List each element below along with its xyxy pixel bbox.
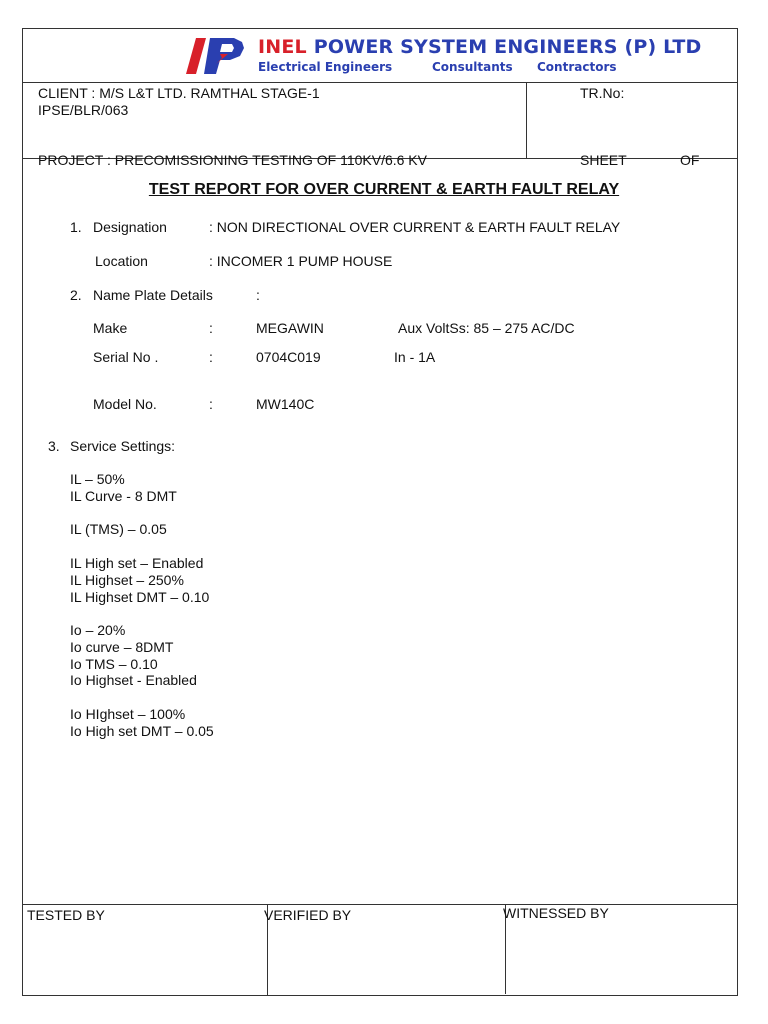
report-frame [22,28,738,996]
setting-line: Io High set DMT – 0.05 [70,723,214,739]
setting-line: Io HIghset – 100% [70,706,186,722]
report-title: TEST REPORT FOR OVER CURRENT & EARTH FAULT RELAY [148,181,620,198]
designation-value: : NON DIRECTIONAL OVER CURRENT & EARTH FAULT RELAY [209,219,621,235]
setting-line: Io Highset - Enabled [70,672,197,688]
aux-voltage: Aux VoltSs: 85 – 275 AC/DC [398,320,575,336]
ip-logo-icon [186,36,252,76]
tagline-contractors: Contractors [537,60,617,74]
serial-label: Serial No . [93,349,159,365]
model-colon: : [209,396,213,412]
nameplate-num: 2. [70,287,82,303]
sheet-label: SHEET [580,152,627,168]
of-label: OF [680,152,700,168]
client-line: CLIENT : M/S L&T LTD. RAMTHAL STAGE-1 [38,85,320,101]
header-vertical-divider [526,82,527,158]
setting-line: IL Highset – 250% [70,572,184,588]
project-line-clipped [22,150,738,168]
serial-value: 0704C019 [256,349,321,365]
service-label: Service Settings: [70,438,176,454]
witnessed-by-label: WITNESSED BY [503,905,609,921]
header-divider [22,82,738,83]
rated-current: In - 1A [394,349,436,365]
tagline-electrical: Electrical Engineers [258,60,393,74]
location-label: Location [95,253,148,269]
setting-line: Io – 20% [70,622,126,638]
model-label: Model No. [93,396,157,412]
setting-line: IL (TMS) – 0.05 [70,521,167,537]
tested-by-label: TESTED BY [27,907,105,923]
make-label: Make [93,320,128,336]
service-num: 3. [48,438,60,454]
tr-no-label: TR.No: [580,85,625,101]
serial-colon: : [209,349,213,365]
setting-line: IL – 50% [70,471,125,487]
project-line: PROJECT : PRECOMISSIONING TESTING OF 110KV/6.6 KV [38,152,427,168]
designation-label: Designation [93,219,167,235]
model-value: MW140C [256,396,315,412]
nameplate-label: Name Plate Details [93,287,213,303]
setting-line: Io curve – 8DMT [70,639,174,655]
nameplate-colon: : [256,287,260,303]
setting-line: IL Highset DMT – 0.10 [70,589,210,605]
setting-line: Io TMS – 0.10 [70,656,158,672]
verified-by-label: VERIFIED BY [264,907,352,923]
setting-line: IL Curve - 8 DMT [70,488,177,504]
company-name: INEL POWER SYSTEM ENGINEERS (P) LTD [258,36,702,58]
make-value: MEGAWIN [256,320,324,336]
tagline-consultants: Consultants [432,60,513,74]
designation-num: 1. [70,219,82,235]
ref-number: IPSE/BLR/063 [38,102,129,118]
footer-divider [22,904,738,905]
location-value: : INCOMER 1 PUMP HOUSE [209,253,393,269]
make-colon: : [209,320,213,336]
setting-line: IL High set – Enabled [70,555,204,571]
